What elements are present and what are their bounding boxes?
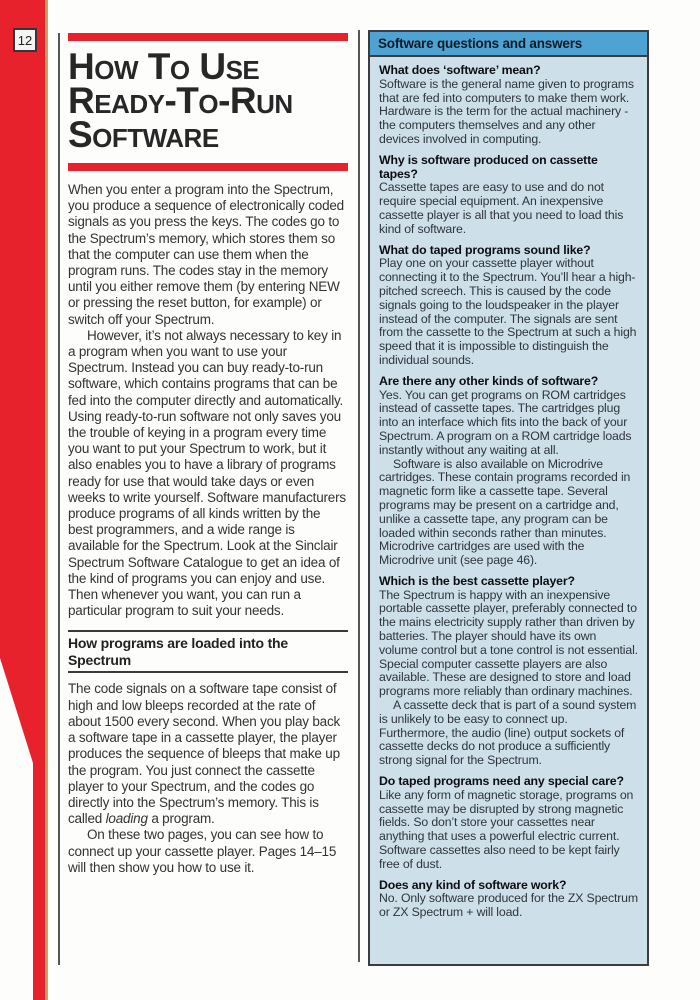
qa-panel-body: [370, 57, 647, 933]
section-subheading: How programs are loaded into the Spectrum: [68, 630, 348, 673]
qa-question: Do taped programs need any special care?: [379, 774, 624, 789]
qa-answer: The Spectrum is happy with an inexpensive portable cassette player, preferably connected to the mains electricity supply rather than driven by batteries. The player should have its own volume control but a tone control is not essential. Special computer cassette players are also available. These are designed to store and load programs more reliably than ordinary machines.: [379, 587, 638, 699]
qa-item: [379, 375, 638, 568]
page-number-label: 12: [17, 32, 33, 48]
qa-question: Are there any other kinds of software?: [379, 373, 599, 388]
qa-answer: Software is also available on Microdrive cartridges. These contain programs recorded in magnetic form like a cassette tape. Several programs may be present on a cartridge and, unlike a cassette tape, any program can be loaded within seconds rather than minutes. Microdrive cartridges are used with the Microdrive unit (see page 46).: [379, 456, 631, 568]
center-column-rule: [358, 30, 360, 962]
qa-question: What does ‘software’ mean?: [379, 63, 541, 77]
qa-question: Which is the best cassette player?: [379, 573, 575, 588]
page-edge-red-strip: [0, 0, 45, 1000]
qa-answer: Yes. You can get programs on ROM cartridges instead of cassette tapes. The cartridges plug into an interface which fits into the back of your Spectrum. A program on a ROM cartridge loads instantly without any waiting at all.: [379, 387, 632, 457]
title-top-rule: [68, 33, 348, 41]
qa-item: [379, 154, 638, 237]
qa-answer: Cassette tapes are easy to use and do not require special equipment. An inexpensive cassette player is all that you need to load this kind of software.: [379, 180, 624, 236]
qa-item: [379, 879, 638, 920]
loading-paragraph-italic: loading: [105, 811, 148, 827]
loading-paragraph-pre: The code signals on a software tape consist of high and low bleeps recorded at the rate of about 1500 every second. When you play back a software tape in a cassette player, the player produces the sequence of bleeps that make up the program. You just connect the cassette player to your Spectrum, and the codes go directly into the Spectrum’s memory. This is called: [68, 681, 341, 827]
loading-paragraph-post: a program.: [147, 811, 215, 827]
title-line-3: Software: [68, 114, 219, 155]
title-line-2: Ready-To-Run: [68, 80, 293, 121]
page-edge-tan-line: [45, 0, 48, 1000]
page-title: [68, 46, 348, 155]
qa-item: [379, 775, 638, 872]
page-number: [13, 28, 37, 52]
left-column-rule: [58, 33, 60, 965]
qa-item: [379, 64, 638, 147]
qa-question: What do taped programs sound like?: [379, 242, 591, 257]
intro-paragraph-2: However, it’s not always necessary to key in a program when you want to use your Spectrum. Instead you can buy ready-to-run software, which contains programs that can be fed into the computer directly and automatically. Using ready-to-run software not only saves you the trouble of keying in a program every time you want to put your Spectrum to work, but it also enables you to have a library of programs ready for use that would take days or even weeks to write yourself. Software manufacturers produce programs of all kinds written by the best programmers, and a wide range is available for the Spectrum. Look at the Sinclair Spectrum Software Catalogue to get an idea of the kind of programs you can enjoy and use. Then whenever you want, you can run a particular program to suit your needs.: [68, 327, 346, 619]
qa-answer: A cassette deck that is part of a sound system is unlikely to be easy to connect up. Furthermore, the audio (line) output sockets of cassette decks do not produce a sufficiently strong signal for the Spectrum.: [379, 698, 637, 768]
qa-panel: [368, 30, 649, 966]
qa-answer: Like any form of magnetic storage, programs on cassette may be disrupted by strong magnetic fields. So don’t store your cassettes near anything that uses a powerful electric current. Software cassettes also need to be kept fairly free of dust.: [379, 787, 634, 871]
title-bottom-rule: [68, 163, 348, 171]
qa-answer: No. Only software produced for the ZX Spectrum or ZX Spectrum + will load.: [379, 891, 638, 920]
qa-answer: Software is the general name given to programs that are fed into computers to make them work. Hardware is the term for the actual machinery - the computers themselves and any other devices involved in computing.: [379, 76, 634, 146]
qa-item: [379, 575, 638, 768]
qa-answer: Play one on your cassette player without connecting it to the Spectrum. You’ll hear a high-pitched screech. This is caused by the code signals going to the loudspeaker in the player instead of the computer. The signals are sent from the cassette to the Spectrum at such a high speed that it is impossible to distinguish the individual sounds.: [379, 256, 637, 367]
closing-paragraph: On these two pages, you can see how to connect up your cassette player. Pages 14–15 will then show you how to use it.: [68, 827, 337, 875]
article-column: [68, 33, 348, 876]
loading-paragraph: [68, 681, 348, 827]
qa-item: [379, 244, 638, 368]
qa-question: Why is software produced on cassette tapes?: [379, 152, 598, 181]
qa-question: Does any kind of software work?: [379, 877, 567, 892]
intro-paragraph-1: When you enter a program into the Spectrum, you produce a sequence of electronically coded signals as you press the keys. The codes go to the Spectrum’s memory, which stores them so that the computer can use them when the program runs. The codes stay in the memory until you either remove them (by entering NEW or pressing the reset button, for example) or switch off your Spectrum.: [68, 182, 344, 327]
title-line-1: How To Use: [68, 46, 260, 87]
qa-panel-header: Software questions and answers: [370, 32, 647, 57]
